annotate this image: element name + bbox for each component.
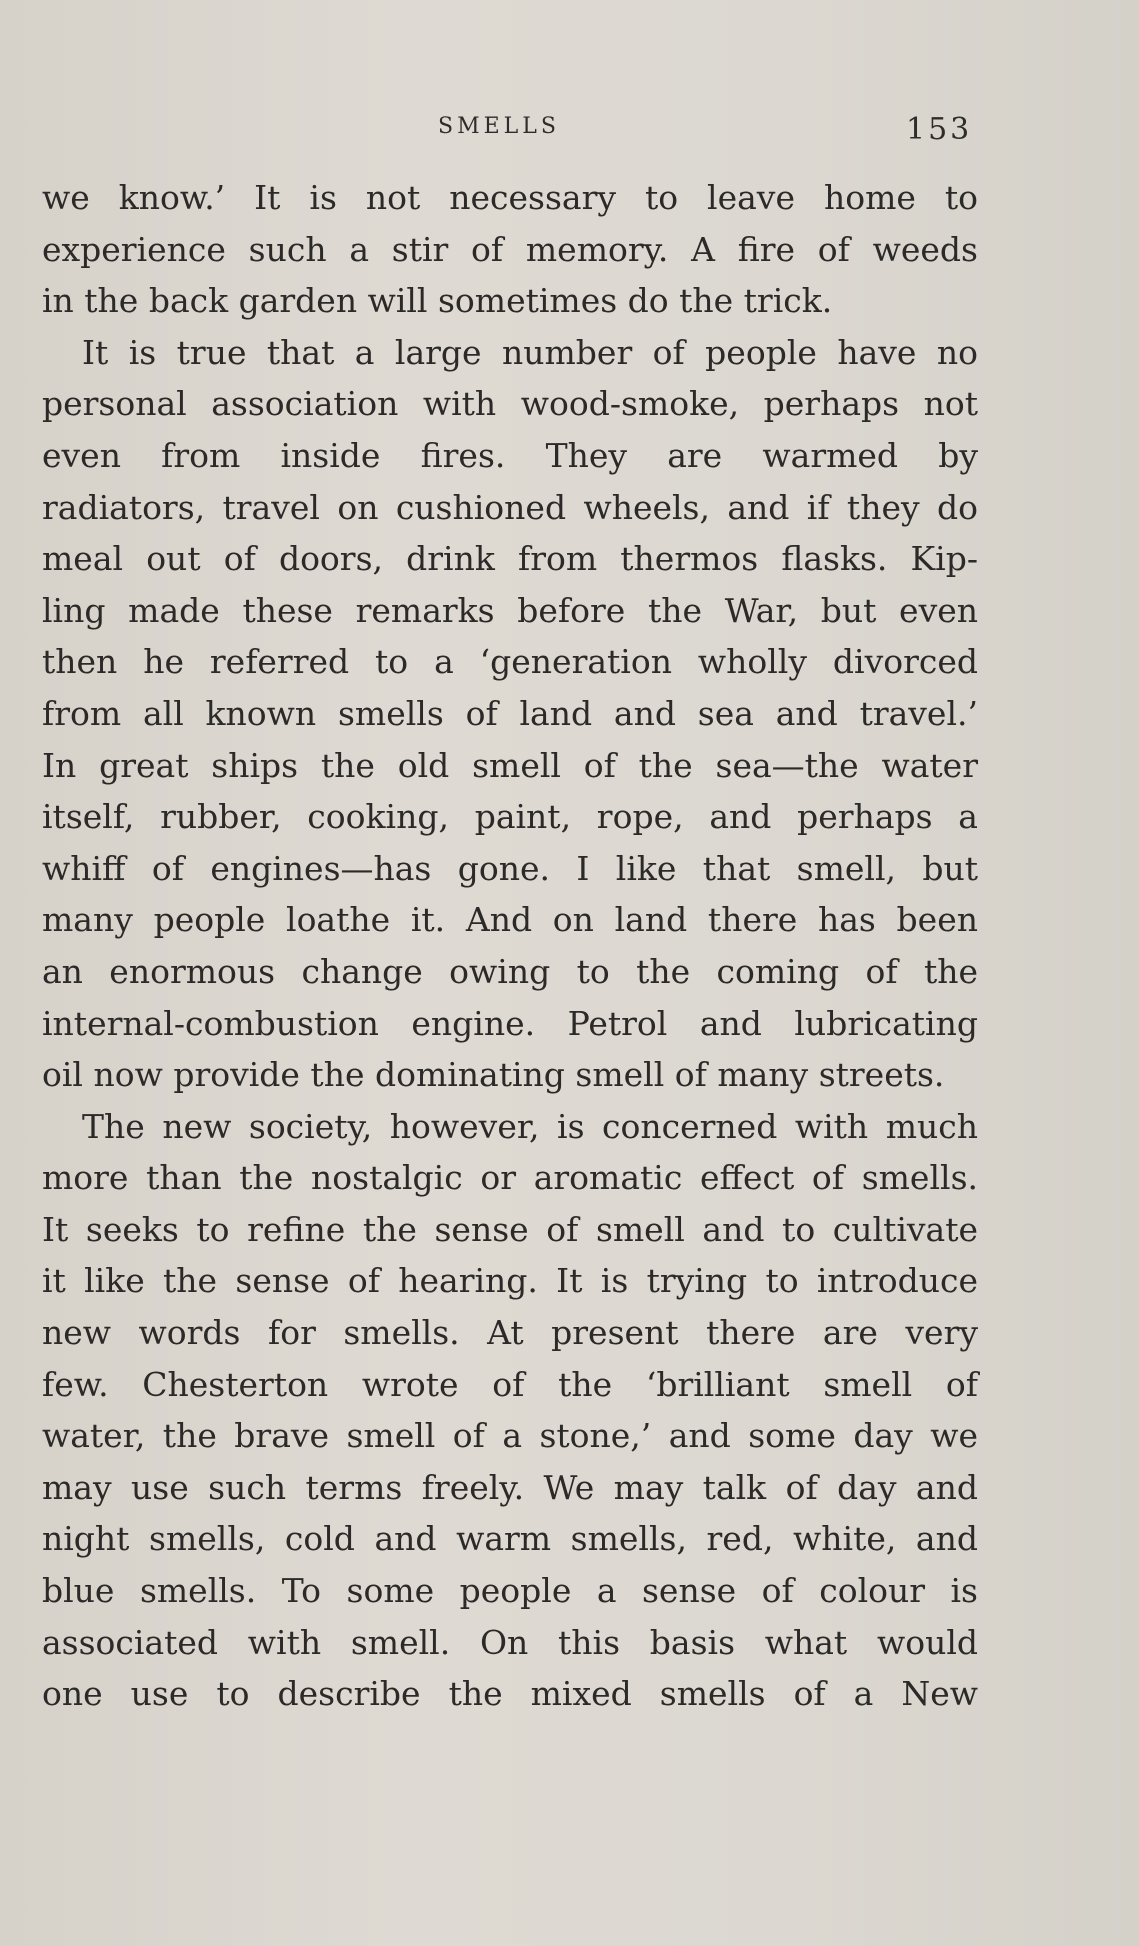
- running-title: SMELLS: [438, 114, 560, 139]
- text-line: in the back garden will sometimes do the trick.: [42, 281, 833, 321]
- text-line: itself, rubber, cooking, paint, rope, and perhaps a: [42, 797, 978, 837]
- text-line: whiff of engines—has gone. I like that smell, but: [42, 848, 978, 888]
- body-text: [42, 172, 978, 1720]
- text-line: water, the brave smell of a stone,’ and some day we: [42, 1416, 978, 1456]
- text-line: night smells, cold and warm smells, red, white, and: [42, 1519, 978, 1559]
- text-line: may use such terms freely. We may talk of day and: [42, 1467, 978, 1507]
- text-line: ling made these remarks before the War, but even: [42, 590, 978, 630]
- text-line: even from inside fires. They are warmed by: [42, 435, 978, 475]
- text-line: internal-combustion engine. Petrol and lubricating: [42, 1003, 978, 1043]
- text-line: experience such a stir of memory. A fire of weeds: [42, 229, 978, 269]
- text-line: personal association with wood-smoke, perhaps not: [42, 384, 978, 424]
- text-line: radiators, travel on cushioned wheels, and if they do: [42, 487, 978, 527]
- page-number: 153: [906, 112, 973, 147]
- text-line: The new society, however, is concerned with much: [82, 1106, 978, 1146]
- text-line: few. Chesterton wrote of the ‘brilliant smell of: [42, 1364, 978, 1404]
- text-line: In great ships the old smell of the sea—the water: [42, 745, 978, 785]
- text-line: it like the sense of hearing. It is trying to introduce: [42, 1261, 978, 1301]
- text-line: from all known smells of land and sea and travel.’: [42, 693, 978, 733]
- text-line: more than the nostalgic or aromatic effect of smells.: [42, 1158, 978, 1198]
- text-line: It is true that a large number of people have no: [82, 332, 978, 372]
- text-line: oil now provide the dominating smell of many streets.: [42, 1055, 945, 1095]
- text-line: many people loathe it. And on land there has been: [42, 900, 978, 940]
- running-head: [0, 112, 1139, 152]
- text-line: an enormous change owing to the coming of the: [42, 951, 978, 991]
- text-line: It seeks to refine the sense of smell and to cultivate: [42, 1209, 978, 1249]
- text-line: new words for smells. At present there are very: [42, 1313, 978, 1353]
- text-line: one use to describe the mixed smells of a New: [42, 1674, 978, 1714]
- text-line: blue smells. To some people a sense of colour is: [42, 1571, 978, 1611]
- text-line: meal out of doors, drink from thermos flasks. Kip-: [42, 539, 978, 579]
- text-line: then he referred to a ‘generation wholly divorced: [42, 642, 978, 682]
- text-line: we know.’ It is not necessary to leave home to: [42, 178, 978, 217]
- text-line: associated with smell. On this basis what would: [42, 1622, 978, 1662]
